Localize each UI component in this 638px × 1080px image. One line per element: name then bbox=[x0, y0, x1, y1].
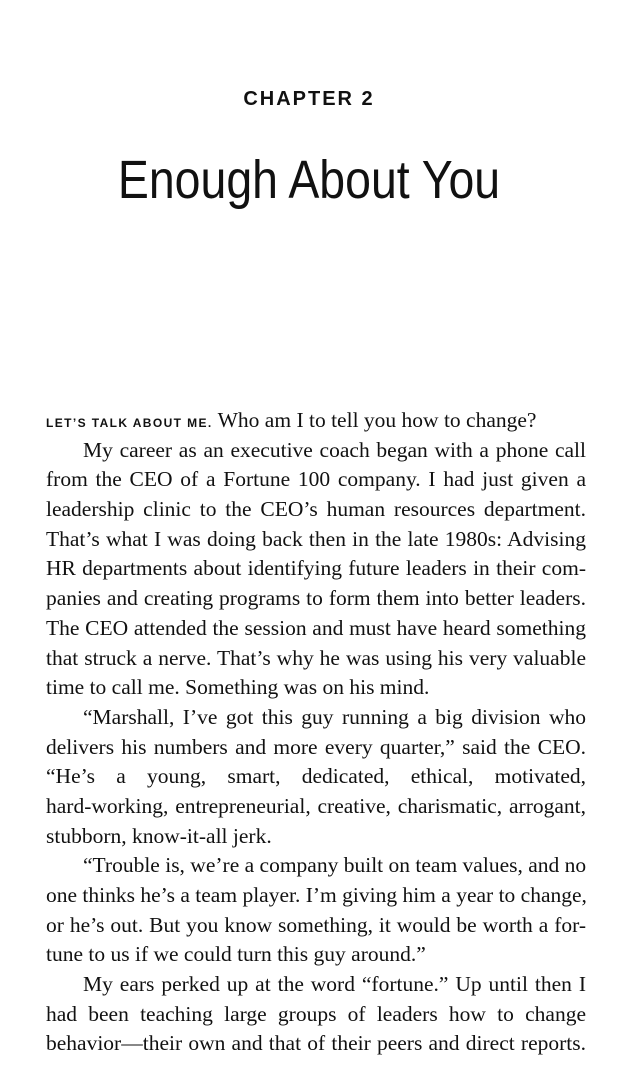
text-line-10: time to call me. Something was on his mind. bbox=[46, 675, 430, 700]
text-line-18: or he’s out. But you know something, it would be worth a for- bbox=[46, 912, 586, 937]
text-line-12: delivers his numbers and more every quarter,” said the CEO. bbox=[46, 734, 586, 759]
text-line-3: from the CEO of a Fortune 100 company. I had just given a bbox=[46, 467, 586, 492]
text-line-4: leadership clinic to the CEO’s human resources department. bbox=[46, 497, 586, 522]
text-line-11: “Marshall, I’ve got this guy running a big division who bbox=[83, 704, 586, 729]
opening-sentence: Who am I to tell you how to change? bbox=[212, 408, 537, 432]
chapter-body bbox=[46, 406, 586, 1059]
chapter-label: CHAPTER 2 bbox=[243, 88, 375, 110]
text-line-14: hard-working, entrepreneurial, creative, charismatic, arrogant, bbox=[46, 793, 586, 818]
chapter-title: Enough About You bbox=[117, 150, 501, 210]
lead-in-small-caps: LET’S TALK ABOUT ME. bbox=[46, 416, 213, 430]
text-line-13: “He’s a young, smart, dedicated, ethical, motivated, bbox=[46, 764, 586, 789]
text-line-2: My career as an executive coach began with a phone call bbox=[83, 437, 586, 462]
text-line-7: panies and creating programs to form them into better leaders. bbox=[46, 586, 586, 611]
text-line-15: stubborn, know-it-all jerk. bbox=[46, 823, 272, 848]
text-line-19: tune to us if we could turn this guy around.” bbox=[46, 942, 426, 967]
text-line-6: HR departments about identifying future leaders in their com- bbox=[46, 556, 586, 581]
text-line-22: behavior—their own and that of their peers and direct reports. bbox=[46, 1031, 586, 1056]
text-line-21: had been teaching large groups of leaders how to change bbox=[46, 1001, 586, 1026]
text-line-16: “Trouble is, we’re a company built on team values, and no bbox=[83, 853, 587, 878]
text-line-20: My ears perked up at the word “fortune.” Up until then I bbox=[83, 972, 586, 997]
text-line-9: that struck a nerve. That’s why he was using his very valuable bbox=[46, 645, 586, 670]
text-line-17: one thinks he’s a team player. I’m giving him a year to change, bbox=[46, 883, 587, 907]
text-line-1 bbox=[46, 406, 586, 436]
text-line-5: That’s what I was doing back then in the late 1980s: Advising bbox=[46, 526, 586, 551]
text-line-8: The CEO attended the session and must have heard something bbox=[46, 615, 586, 640]
